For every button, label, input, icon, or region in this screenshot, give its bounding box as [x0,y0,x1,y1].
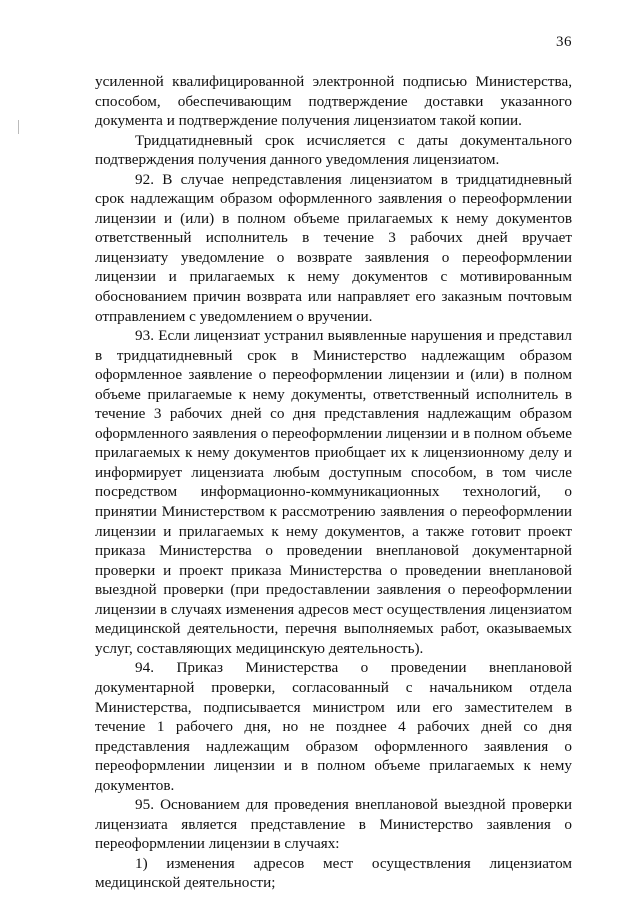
paragraph-95: 95. Основанием для проведения внеплановой выездной проверки лицензиата является представление в Министерство заявления о переоформлении лицензии в случаях: [95,796,572,853]
paragraph-continuation: усиленной квалифицированной электронной подписью Министерства, способом, обеспечивающим подтверждение доставки указанного документа и подтверждение получения лицензиатом такой копии. [95,73,572,130]
page-number: 36 [556,34,572,50]
paragraph-92: 92. В случае непредставления лицензиатом в тридцатидневный срок надлежащим образом оформленного заявления о переоформлении лицензии и (или) в полном объеме прилагаемых к нему документов ответственный исполнитель в течение 3 рабочих дней вручает лицензиату уведомление о возврате заявления о переоформлении лицензии и прилагаемых к нему документов с мотивированным обоснованием причин возврата или направляет его заказным почтовым отправлением с уведомлением о вручении. [95,170,572,325]
document-body [95,72,572,893]
paragraph-94: 94. Приказ Министерства о проведении внеплановой документарной проверки, согласованный с начальником отдела Министерства, подписывается министром или его заместителем в течение 1 рабочего дня, но не позднее 4 рабочих дней со дня представления надлежащим образом оформленного заявления о переоформлении лицензии и в полном объеме прилагаемых к нему документов. [95,659,572,794]
margin-mark [18,120,19,134]
list-item-1: 1) изменения адресов мест осуществления лицензиатом медицинской деятельности; [95,854,572,892]
paragraph-term-note: Тридцатидневный срок исчисляется с даты документального подтверждения получения данного уведомления лицензиатом. [95,131,572,169]
paragraph-93: 93. Если лицензиат устранил выявленные нарушения и представил в тридцатидневный срок в Министерство надлежащим образом оформленное заявление о переоформлении лицензии и (или) в полном объеме прилагаемые к нему документы, ответственный исполнитель в течение 3 рабочих дней со дня представления надлежащим образом оформленного заявления о переоформлении лицензии и в полном объеме прилагаемых к нему документов приобщает их к лицензионному делу и информирует лицензиата любым доступным способом, в том числе посредством информационно-коммуникационных технологий, о принятии Министерством к рассмотрению заявления о переоформлении лицензии и прилагаемых к нему документов, а также готовит проект приказа Министерства о проведении внеплановой документарной проверки и проект приказа Министерства о проведении внеплановой выездной проверки (при предоставлении заявления о переоформлении лицензии в случаях изменения адресов мест осуществления лицензиатом медицинской деятельности, перечня выполняемых работ, оказываемых услуг, составляющих медицинскую деятельность). [95,327,572,657]
